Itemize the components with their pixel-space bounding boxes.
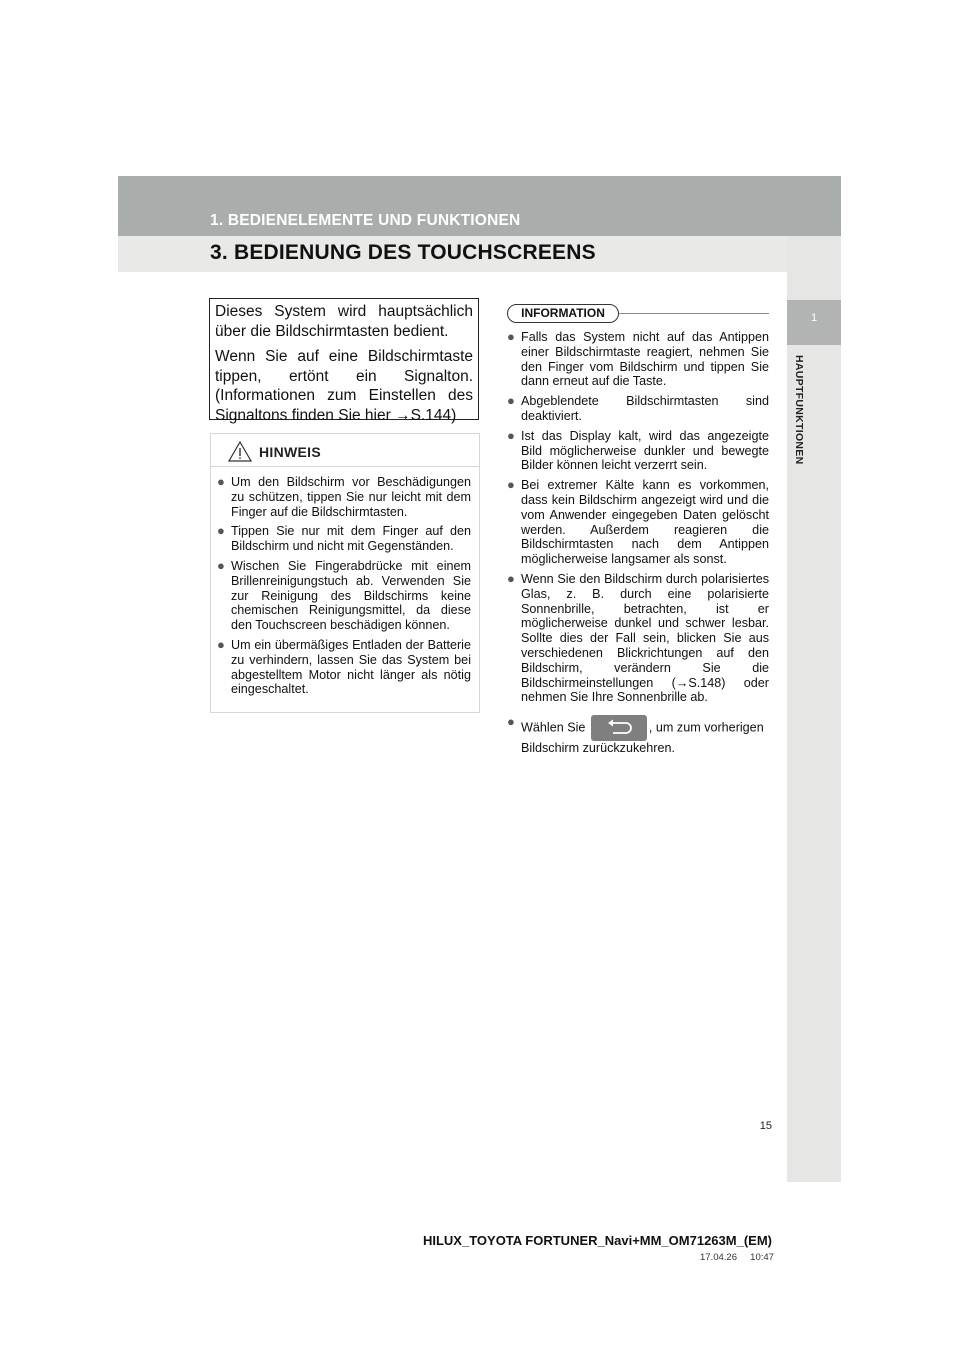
section-label: 1. BEDIENELEMENTE UND FUNKTIONEN <box>210 212 521 229</box>
list-item: ● Um den Bildschirm vor Beschädigungen zu schützen, tippen Sie nur leicht mit dem Finger auf die Bildschirmtasten. <box>217 474 471 519</box>
information-tag: INFORMATION <box>507 304 619 323</box>
warning-triangle-icon <box>228 441 252 462</box>
back-text-before: Wählen Sie <box>521 720 586 735</box>
bullet-icon: ● <box>507 393 515 409</box>
list-item: ● Um ein übermäßiges Entladen der Batterie zu verhindern, lassen Sie das System bei abgestelltem Motor nicht länger als nötig eingeschaltet. <box>217 636 471 697</box>
return-arrow-icon <box>591 715 647 741</box>
intro-paragraph: Wenn Sie auf eine Bildschirmtaste tippen, ertönt ein Signalton. (Informationen zum Einstellen des Signaltons finden Sie hier →S.144) <box>215 348 473 424</box>
list-item: ● Abgeblendete Bildschirmtasten sind deaktiviert. <box>507 393 769 423</box>
footer-date: 17.04.26 10:47 <box>700 1252 774 1263</box>
hinweis-list <box>211 467 479 697</box>
return-arrow-icon[interactable] <box>591 715 647 741</box>
information-rule <box>619 313 769 314</box>
back-text-after: , um zum vorherigen Bildschirm zurückzukehren. <box>521 720 764 756</box>
chapter-tab-label: HAUPTFUNKTIONEN <box>793 355 805 465</box>
bullet-icon: ● <box>507 570 515 586</box>
list-item: ● Wenn Sie den Bildschirm durch polarisiertes Glas, z. B. durch eine polarisierte Sonnenbrille, betrachten, ist er möglicherweise dunkel und schwer lesbar. Sollte dies der Fall sein, blicken Sie aus verschiedenen Blickrichtungen auf den Bildschirm, verändern Sie die Bildschirmeinstellungen (→S.148) oder nehmen Sie Ihre Sonnenbrille ab. <box>507 570 769 705</box>
list-item: ● Tippen Sie nur mit dem Finger auf den Bildschirm und nicht mit Gegenständen. <box>217 523 471 554</box>
chapter-tab-number: 1 <box>810 312 818 324</box>
hinweis-box <box>210 433 480 713</box>
page-title: 3. BEDIENUNG DES TOUCHSCREENS <box>210 241 596 264</box>
list-item-back <box>507 715 769 756</box>
bullet-icon: ● <box>217 474 225 489</box>
hinweis-header <box>211 434 479 467</box>
page-number: 15 <box>759 1120 772 1132</box>
intro-paragraph: Dieses System wird hauptsächlich über die Bildschirmtasten bedient. <box>215 303 473 340</box>
bullet-icon: ● <box>217 523 225 539</box>
information-list <box>507 330 769 761</box>
list-item: ● Bei extremer Kälte kann es vorkommen, dass kein Bildschirm angezeigt wird und die vom Anwender eingegeben Daten gelöscht werden. Außerdem reagieren die Bildschirmtasten nach dem Antippen möglicherweise langsamer als sonst. <box>507 477 769 567</box>
bullet-icon: ● <box>217 636 225 652</box>
bullet-icon: ● <box>507 714 515 730</box>
bullet-icon: ● <box>507 477 515 493</box>
bullet-icon: ● <box>507 427 515 443</box>
bullet-icon: ● <box>507 329 515 344</box>
hinweis-title: HINWEIS <box>259 444 321 460</box>
list-item: ● Ist das Display kalt, wird das angezeigte Bild möglicherweise dunkler und bewegte Bilder können leicht verzerrt sein. <box>507 427 769 473</box>
bullet-icon: ● <box>217 557 225 573</box>
footer-model-code: HILUX_TOYOTA FORTUNER_Navi+MM_OM71263M_(EM) <box>422 1233 772 1248</box>
list-item: ● Wischen Sie Fingerabdrücke mit einem Brillenreinigungstuch ab. Verwenden Sie zur Reinigung des Bildschirms keine chemischen Reinigungsmittel, da diese den Touchscreen beschädigen können. <box>217 557 471 633</box>
intro-box <box>209 298 479 424</box>
list-item: ● Falls das System nicht auf das Antippen einer Bildschirmtaste reagiert, nehmen Sie den Finger vom Bildschirm und tippen Sie dann erneut auf die Taste. <box>507 329 769 389</box>
